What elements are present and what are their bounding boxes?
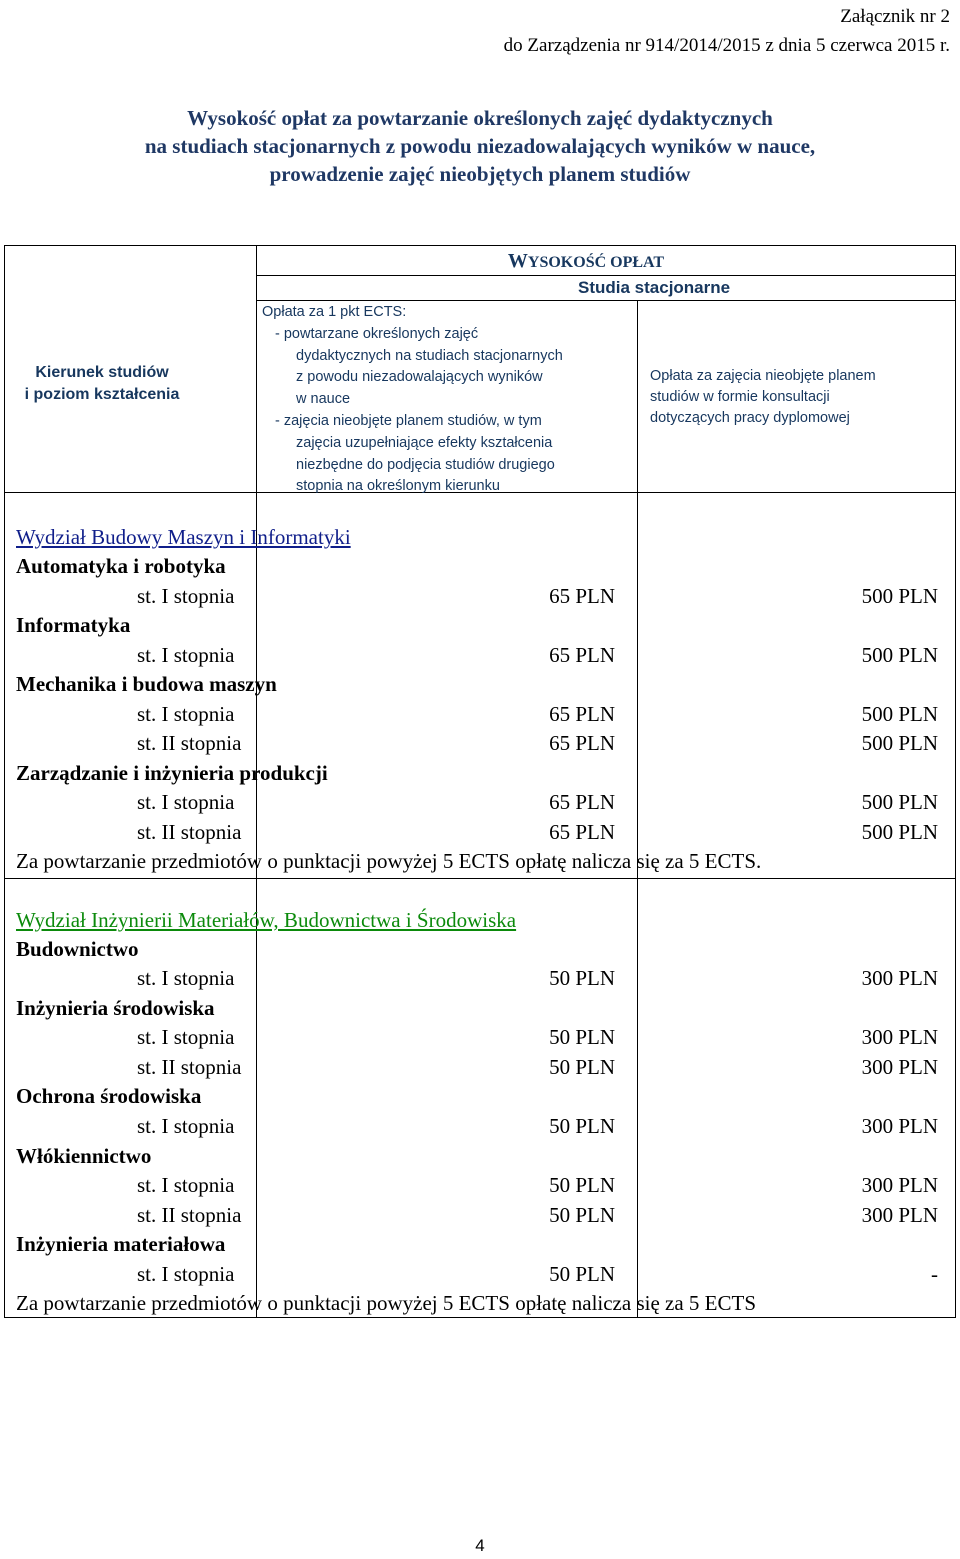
header-rule-2 — [256, 300, 956, 301]
header-ects-fee: Opłata za 1 pkt ECTS: - powtarzane określonych zajęć dydaktycznych na studiach stacjonarnych z powodu niezadowalających wyników w nauce - zajęcia nieobjęte planem studiów, w tym zajęcia uzupełniające efekty kształcenia niezbędne do podjęcia studiów drugiego stopnia na określonym kierunku — [262, 304, 563, 495]
program-name: Informatyka — [16, 613, 131, 637]
faculty-heading: Wydział Inżynierii Materiałów, Budownictwa i Środowiska — [16, 908, 517, 932]
page-number: 4 — [475, 1536, 485, 1555]
table-row: st. I stopnia 50 PLN 300 PLN — [137, 1025, 938, 1049]
table-row: st. I stopnia 65 PLN 500 PLN — [137, 643, 938, 667]
title-line-1: Wysokość opłat za powtarzanie określonych zajęć dydaktycznych — [187, 106, 773, 130]
program-name: Mechanika i budowa maszyn — [16, 672, 277, 696]
faculty-heading: Wydział Budowy Maszyn i Informatyki — [16, 525, 351, 549]
table-row: st. II stopnia 50 PLN 300 PLN — [137, 1203, 938, 1227]
title-line-3: prowadzenie zajęć nieobjętych planem studiów — [269, 162, 691, 186]
table-row: st. I stopnia 65 PLN 500 PLN — [137, 702, 938, 726]
annex-reference — [504, 2, 950, 60]
program-name: Włókiennictwo — [16, 1144, 152, 1168]
table-row: st. II stopnia 65 PLN 500 PLN — [137, 731, 938, 755]
table-row: st. II stopnia 65 PLN 500 PLN — [137, 820, 938, 844]
ects-note: Za powtarzanie przedmiotów o punktacji powyżej 5 ECTS opłatę nalicza się za 5 ECTS — [16, 1291, 757, 1315]
table-row: st. I stopnia 65 PLN 500 PLN — [137, 790, 938, 814]
table-row: st. I stopnia 50 PLN 300 PLN — [137, 1114, 938, 1138]
annex-ordinance: do Zarządzenia nr 914/2014/2015 z dnia 5 czerwca 2015 r. — [503, 35, 950, 56]
header-full-time-studies: Studia stacjonarne — [578, 278, 731, 297]
header-fee-amount: WYSOKOŚĆ OPŁAT — [507, 250, 665, 272]
table-row: st. I stopnia 65 PLN 500 PLN — [137, 584, 938, 608]
program-name: Budownictwo — [16, 937, 139, 961]
header-consultation-fee: Opłata za zajęcia nieobjęte planem studiów w formie konsultacji dotyczących pracy dyplomowej — [650, 368, 876, 426]
header-field-level: Kierunek studiów i poziom kształcenia — [24, 364, 180, 403]
document-title — [0, 104, 960, 188]
program-name: Inżynieria środowiska — [16, 996, 215, 1020]
program-name: Ochrona środowiska — [16, 1084, 202, 1108]
ects-note: Za powtarzanie przedmiotów o punktacji powyżej 5 ECTS opłatę nalicza się za 5 ECTS. — [16, 849, 762, 873]
annex-number: Załącznik nr 2 — [840, 6, 950, 27]
program-name: Inżynieria materiałowa — [16, 1232, 226, 1256]
program-name: Automatyka i robotyka — [16, 554, 226, 578]
table-row: st. I stopnia 50 PLN 300 PLN — [137, 1173, 938, 1197]
table-row: st. I stopnia 50 PLN 300 PLN — [137, 966, 938, 990]
table-row: st. II stopnia 50 PLN 300 PLN — [137, 1055, 938, 1079]
header-rule-1 — [256, 275, 956, 276]
table-row: st. I stopnia 50 PLN - — [137, 1262, 938, 1286]
program-name: Zarządzanie i inżynieria produkcji — [16, 761, 328, 785]
title-line-2: na studiach stacjonarnych z powodu niezadowalających wyników w nauce, — [144, 134, 816, 158]
